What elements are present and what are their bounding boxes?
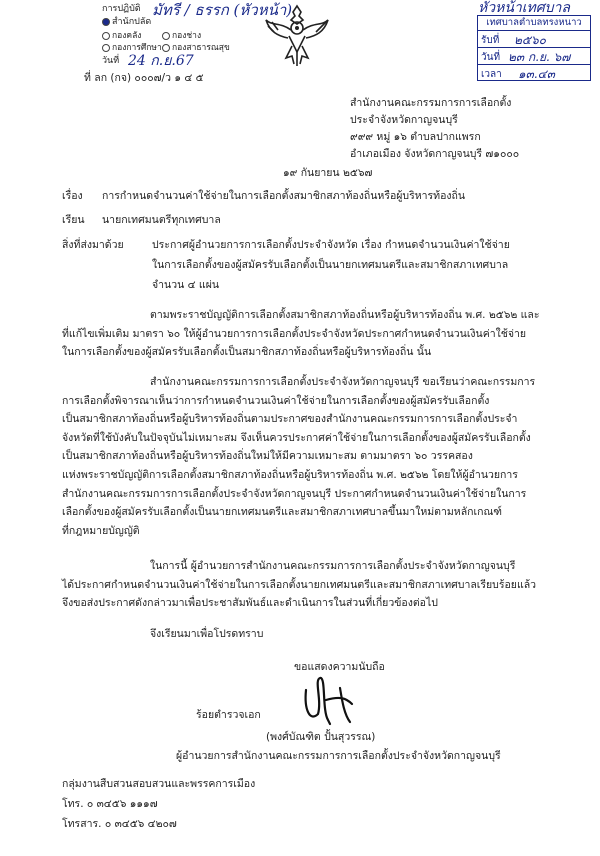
closing-salutation: ขอแสดงความนับถือ [294, 661, 385, 673]
receipt-row: วันที่ ๒๓ ก.ย. ๖๗ [478, 48, 590, 65]
paragraph-line: เป็นสมาชิกสภาท้องถิ่นหรือผู้บริหารท้องถิ่นตามประกาศของสำนักงานคณะกรรมการการเลือกตั้งประจำ [62, 413, 518, 426]
receipt-stamp [477, 15, 591, 81]
paragraph-3 [62, 557, 574, 613]
paragraph-line: ได้ประกาศกำหนดจำนวนเงินค่าใช้จ่ายในการเลือกตั้งนายกเทศมนตรีและสมาชิกสภาเทศบาลเรียบร้อยแล้ว [62, 578, 537, 591]
paragraph-line: จังหวัดที่ใช้บังคับในปัจจุบันไม่เหมาะสม จึงเห็นควรประกาศค่าใช้จ่ายในการเลือกตั้งของผู้สมัครรับเลือกตั้ง [62, 431, 531, 444]
receipt-row: รับที่ ๒๕๖๐ [478, 31, 590, 48]
paragraph-line: เป็นสมาชิกสภาท้องถิ่นหรือผู้บริหารท้องถิ่นใหม่ให้มีความเหมาะสม ตามมาตรา ๖๐ วรรคสอง [62, 450, 473, 463]
routing-label-action: การปฏิบัติ [102, 4, 141, 14]
paragraph-line: ตามพระราชบัญญัติการเลือกตั้งสมาชิกสภาท้องถิ่นหรือผู้บริหารท้องถิ่น พ.ศ. ๒๕๖๒ และ [150, 309, 540, 321]
paragraph-line: สำนักงานคณะกรรมการการเลือกตั้งประจำจังหวัดกาญจนบุรี ขอเรียนว่าคณะกรรมการ [150, 376, 536, 388]
routing-option-3: กองการศึกษา [102, 41, 162, 55]
recipient-label: เรียน [62, 214, 85, 226]
routing-date-label: วันที่ [102, 56, 120, 66]
receipt-row: เวลา ๑๓.๔๓ [481, 67, 555, 81]
paragraph-line: สำนักงานคณะกรรมการการเลือกตั้งประจำจังหวัดกาญจนบุรี ประกาศกำหนดจำนวนเงินค่าใช้จ่ายในการ [62, 487, 527, 500]
enclosure-line: ประกาศผู้อำนวยการการเลือกตั้งประจำจังหวัด เรื่อง กำหนดจำนวนเงินค่าใช้จ่าย [152, 239, 510, 251]
enclosure-line: ในการเลือกตั้งของผู้สมัครรับเลือกตั้งเป็นนายกเทศมนตรีและสมาชิกสภาเทศบาล [152, 259, 509, 271]
subject-label: เรื่อง [62, 190, 83, 202]
routing-hand-note: มัทรี / ธรรก (หัวหน้า) [152, 1, 293, 19]
receipt-stamp-title: เทศบาลตำบลทรงหนาว [478, 16, 590, 31]
handwritten-signature-icon [300, 670, 360, 730]
paragraph-line: เลือกตั้งของผู้สมัครรับเลือกตั้งเป็นนายกเทศมนตรีและสมาชิกสภาเทศบาลขึ้นมาใหม่ตามหลักเกณฑ์ [62, 506, 502, 519]
paragraph-line: ในการเลือกตั้งของผู้สมัครรับเลือกตั้งเป็นสมาชิกสภาท้องถิ่นหรือผู้บริหารท้องถิ่น นั้น [62, 346, 432, 359]
contact-phone: โทร. ๐ ๓๔๕๖ ๑๑๑๗ [62, 798, 158, 810]
closing-request: จึงเรียนมาเพื่อโปรดทราบ [150, 628, 264, 640]
signer-title: ผู้อำนวยการสำนักงานคณะกรรมการการเลือกตั้งประจำจังหวัดกาญจนบุรี [176, 750, 501, 762]
enclosure-label: สิ่งที่ส่งมาด้วย [62, 239, 124, 251]
signer-name: (พงศ์บัณฑิต ปั้นสุวรรณ) [266, 731, 376, 743]
paragraph-line: ในการนี้ ผู้อำนวยการสำนักงานคณะกรรมการการเลือกตั้งประจำจังหวัดกาญจนบุรี [150, 560, 516, 572]
routing-office: สำนักปลัด [102, 15, 151, 29]
subject-text: การกำหนดจำนวนค่าใช้จ่ายในการเลือกตั้งสมาชิกสภาท้องถิ่นหรือผู้บริหารท้องถิ่น [102, 190, 466, 202]
enclosure-line: จำนวน ๔ แผ่น [152, 279, 220, 291]
recipient-text: นายกเทศมนตรีทุกเทศบาล [102, 214, 221, 226]
paragraph-line: ที่แก้ไขเพิ่มเติม มาตรา ๖๐ ให้ผู้อำนวยการการเลือกตั้งประจำจังหวัดประกาศกำหนดจำนวนเงินค่าใช้จ่าย [62, 327, 527, 340]
paragraph-line: การเลือกตั้งพิจารณาเห็นว่าการกำหนดจำนวนเงินค่าใช้จ่ายในการเลือกตั้งของผู้สมัครรับเลือกตั้ง [62, 394, 490, 407]
paragraph-line: แห่งพระราชบัญญัติการเลือกตั้งสมาชิกสภาท้องถิ่นหรือผู้บริหารท้องถิ่น พ.ศ. ๒๕๖๒ โดยให้ผู้อำนวยการ [62, 468, 518, 481]
sender-address-line: สำนักงานคณะกรรมการการเลือกตั้ง [350, 97, 512, 109]
paragraph-2 [62, 373, 574, 540]
document-date: ๑๙ กันยายน ๒๕๖๗ [283, 167, 373, 179]
checkbox-icon [162, 32, 170, 40]
signer-rank: ร้อยตำรวจเอก [196, 709, 261, 721]
checkbox-icon [102, 18, 110, 26]
checkbox-icon [102, 32, 110, 40]
routing-option-4: กองสาธารณสุข [162, 41, 230, 55]
contact-fax: โทรสาร. ๐ ๓๔๕๖ ๔๒๐๗ [62, 818, 177, 830]
paragraph-line: ที่กฎหมายบัญญัติ [62, 524, 140, 537]
garuda-emblem-icon [262, 2, 332, 70]
checkbox-icon [102, 44, 110, 52]
contact-unit: กลุ่มงานสืบสวนสอบสวนและพรรคการเมือง [62, 778, 256, 790]
routing-option-2: กองช่าง [162, 29, 201, 43]
routing-option-1: กองคลัง [102, 29, 141, 43]
sender-address-line: ประจำจังหวัดกาญจนบุรี [350, 114, 458, 126]
document-number: ที่ ลก (กจ) ๐๐๐๗/ว ๑ ๔ ๕ [84, 72, 204, 84]
top-right-hand-note: หัวหน้าเทศบาล [478, 0, 570, 16]
sender-address-line: อำเภอเมือง จังหวัดกาญจนบุรี ๗๑๐๐๐ [350, 148, 520, 160]
routing-date-hand: 24 ก.ย.67 [128, 53, 194, 69]
paragraph-line: จึงขอส่งประกาศดังกล่าวมาเพื่อประชาสัมพันธ์และดำเนินการในส่วนที่เกี่ยวข้องต่อไป [62, 597, 438, 610]
paragraph-1 [62, 306, 574, 362]
sender-address-line: ๙๙๙ หมู่ ๑๖ ตำบลปากแพรก [350, 131, 481, 143]
